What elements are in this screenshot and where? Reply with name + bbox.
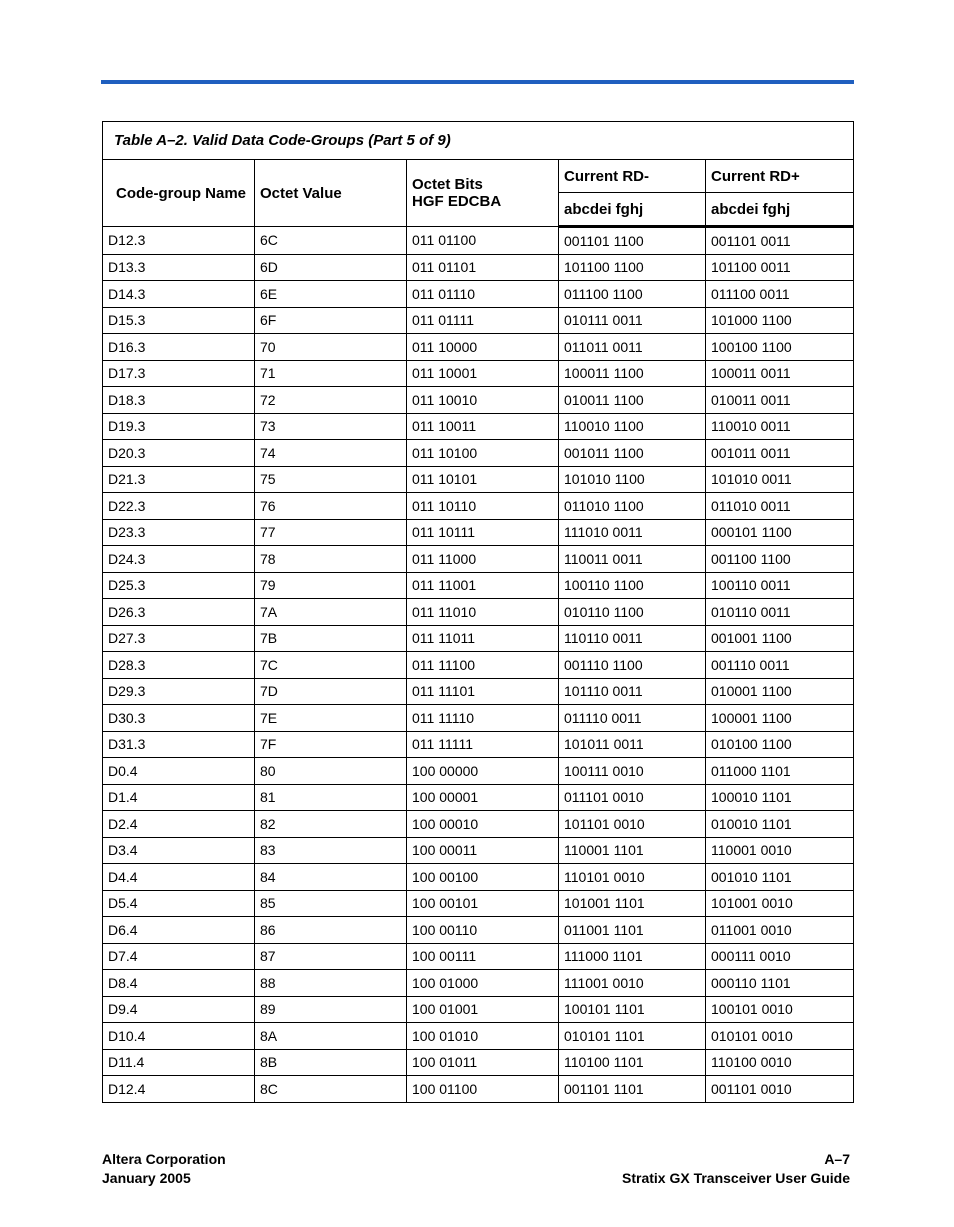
table-body: [103, 227, 854, 1103]
cell-code-group-name: D8.4: [103, 970, 255, 997]
cell-rd-minus: 110110 0011: [559, 625, 706, 652]
table-row: [103, 413, 854, 440]
cell-code-group-name: D2.4: [103, 811, 255, 838]
table-row: [103, 227, 854, 255]
cell-rd-plus: 001110 0011: [706, 652, 854, 679]
cell-rd-plus: 010010 1101: [706, 811, 854, 838]
cell-rd-minus: 010110 1100: [559, 599, 706, 626]
cell-octet-bits: 011 01101: [407, 254, 559, 281]
cell-code-group-name: D23.3: [103, 519, 255, 546]
cell-octet-bits: 011 10001: [407, 360, 559, 387]
cell-rd-minus: 110010 1100: [559, 413, 706, 440]
cell-octet-bits: 100 00110: [407, 917, 559, 944]
table-row: [103, 599, 854, 626]
cell-code-group-name: D11.4: [103, 1049, 255, 1076]
cell-code-group-name: D25.3: [103, 572, 255, 599]
table-row: [103, 1076, 854, 1103]
cell-rd-minus: 110011 0011: [559, 546, 706, 573]
cell-code-group-name: D5.4: [103, 890, 255, 917]
cell-rd-plus: 001011 0011: [706, 440, 854, 467]
table-row: [103, 307, 854, 334]
cell-rd-plus: 011001 0010: [706, 917, 854, 944]
table-row: [103, 1023, 854, 1050]
cell-rd-plus: 001101 0011: [706, 227, 854, 255]
cell-code-group-name: D9.4: [103, 996, 255, 1023]
cell-rd-minus: 101110 0011: [559, 678, 706, 705]
cell-rd-minus: 101100 1100: [559, 254, 706, 281]
cell-code-group-name: D1.4: [103, 784, 255, 811]
cell-rd-minus: 001101 1101: [559, 1076, 706, 1103]
cell-octet-bits: 100 01011: [407, 1049, 559, 1076]
cell-octet-bits: 011 01100: [407, 227, 559, 255]
cell-octet-value: 82: [255, 811, 407, 838]
cell-octet-value: 89: [255, 996, 407, 1023]
cell-rd-minus: 010011 1100: [559, 387, 706, 414]
footer-right: [622, 1150, 850, 1188]
cell-rd-plus: 100100 1100: [706, 334, 854, 361]
table-row: [103, 1049, 854, 1076]
cell-octet-value: 8A: [255, 1023, 407, 1050]
cell-rd-plus: 010001 1100: [706, 678, 854, 705]
table-caption: Table A–2. Valid Data Code-Groups (Part 5 of 9): [103, 122, 854, 160]
cell-octet-bits: 011 11001: [407, 572, 559, 599]
cell-rd-minus: 101001 1101: [559, 890, 706, 917]
cell-rd-minus: 110100 1101: [559, 1049, 706, 1076]
table-row: [103, 731, 854, 758]
cell-octet-value: 7B: [255, 625, 407, 652]
cell-code-group-name: D12.3: [103, 227, 255, 255]
cell-rd-minus: 001011 1100: [559, 440, 706, 467]
cell-rd-minus: 100011 1100: [559, 360, 706, 387]
header-octet-bits: [407, 160, 559, 227]
cell-octet-bits: 100 00010: [407, 811, 559, 838]
cell-octet-value: 77: [255, 519, 407, 546]
cell-octet-value: 84: [255, 864, 407, 891]
cell-rd-plus: 101001 0010: [706, 890, 854, 917]
header-octet-bits-line2: HGF EDCBA: [412, 193, 502, 210]
header-current-rd-minus: Current RD-: [559, 160, 706, 193]
cell-octet-bits: 100 00101: [407, 890, 559, 917]
cell-rd-plus: 101000 1100: [706, 307, 854, 334]
cell-rd-plus: 000110 1101: [706, 970, 854, 997]
cell-octet-bits: 100 00000: [407, 758, 559, 785]
cell-octet-value: 6D: [255, 254, 407, 281]
cell-rd-minus: 011001 1101: [559, 917, 706, 944]
cell-octet-bits: 100 01100: [407, 1076, 559, 1103]
cell-code-group-name: D10.4: [103, 1023, 255, 1050]
cell-code-group-name: D4.4: [103, 864, 255, 891]
cell-rd-minus: 011100 1100: [559, 281, 706, 308]
table-row: [103, 254, 854, 281]
table-row: [103, 360, 854, 387]
cell-octet-value: 8B: [255, 1049, 407, 1076]
cell-code-group-name: D16.3: [103, 334, 255, 361]
cell-rd-minus: 101010 1100: [559, 466, 706, 493]
cell-rd-minus: 011101 0010: [559, 784, 706, 811]
cell-octet-value: 85: [255, 890, 407, 917]
cell-rd-plus: 011010 0011: [706, 493, 854, 520]
cell-code-group-name: D30.3: [103, 705, 255, 732]
cell-octet-bits: 100 00011: [407, 837, 559, 864]
table-row: [103, 784, 854, 811]
cell-code-group-name: D6.4: [103, 917, 255, 944]
cell-octet-bits: 100 00100: [407, 864, 559, 891]
table-row: [103, 758, 854, 785]
cell-octet-bits: 100 01010: [407, 1023, 559, 1050]
cell-code-group-name: D7.4: [103, 943, 255, 970]
cell-octet-bits: 011 10100: [407, 440, 559, 467]
cell-octet-value: 86: [255, 917, 407, 944]
cell-octet-value: 76: [255, 493, 407, 520]
header-octet-value: Octet Value: [255, 160, 407, 227]
cell-octet-value: 80: [255, 758, 407, 785]
cell-code-group-name: D27.3: [103, 625, 255, 652]
cell-rd-minus: 011110 0011: [559, 705, 706, 732]
cell-rd-plus: 010100 1100: [706, 731, 854, 758]
cell-octet-bits: 011 11100: [407, 652, 559, 679]
table-row: [103, 334, 854, 361]
cell-octet-bits: 011 11101: [407, 678, 559, 705]
cell-octet-value: 7A: [255, 599, 407, 626]
cell-octet-bits: 011 10111: [407, 519, 559, 546]
cell-octet-bits: 011 11010: [407, 599, 559, 626]
footer-guide-title: Stratix GX Transceiver User Guide: [622, 1170, 850, 1186]
cell-rd-plus: 101100 0011: [706, 254, 854, 281]
cell-rd-plus: 011000 1101: [706, 758, 854, 785]
cell-code-group-name: D13.3: [103, 254, 255, 281]
cell-rd-minus: 110001 1101: [559, 837, 706, 864]
cell-octet-value: 78: [255, 546, 407, 573]
footer-left: [102, 1150, 226, 1188]
table-row: [103, 519, 854, 546]
cell-code-group-name: D20.3: [103, 440, 255, 467]
cell-octet-value: 7C: [255, 652, 407, 679]
cell-rd-plus: 000111 0010: [706, 943, 854, 970]
cell-rd-plus: 011100 0011: [706, 281, 854, 308]
cell-octet-value: 74: [255, 440, 407, 467]
table-row: [103, 625, 854, 652]
cell-rd-minus: 100111 0010: [559, 758, 706, 785]
cell-rd-plus: 001010 1101: [706, 864, 854, 891]
cell-octet-value: 73: [255, 413, 407, 440]
cell-rd-minus: 010111 0011: [559, 307, 706, 334]
cell-octet-bits: 011 01111: [407, 307, 559, 334]
cell-code-group-name: D12.4: [103, 1076, 255, 1103]
cell-rd-minus: 110101 0010: [559, 864, 706, 891]
table-row: [103, 493, 854, 520]
cell-octet-value: 88: [255, 970, 407, 997]
cell-octet-value: 87: [255, 943, 407, 970]
cell-octet-bits: 011 01110: [407, 281, 559, 308]
cell-code-group-name: D3.4: [103, 837, 255, 864]
header-code-group-name: Code-group Name: [103, 160, 255, 227]
cell-octet-bits: 011 10011: [407, 413, 559, 440]
cell-code-group-name: D24.3: [103, 546, 255, 573]
cell-rd-plus: 010110 0011: [706, 599, 854, 626]
cell-rd-plus: 001101 0010: [706, 1076, 854, 1103]
subheader-rd-plus: abcdei fghj: [706, 193, 854, 227]
footer-company: Altera Corporation: [102, 1151, 226, 1167]
table-row: [103, 864, 854, 891]
cell-octet-value: 6F: [255, 307, 407, 334]
cell-rd-plus: 110001 0010: [706, 837, 854, 864]
top-rule: [101, 80, 854, 84]
table-row: [103, 678, 854, 705]
table-row: [103, 652, 854, 679]
cell-rd-minus: 111000 1101: [559, 943, 706, 970]
table-row: [103, 572, 854, 599]
cell-octet-value: 72: [255, 387, 407, 414]
table-row: [103, 811, 854, 838]
cell-octet-bits: 011 11110: [407, 705, 559, 732]
cell-octet-value: 8C: [255, 1076, 407, 1103]
cell-octet-value: 75: [255, 466, 407, 493]
cell-octet-value: 70: [255, 334, 407, 361]
cell-code-group-name: D14.3: [103, 281, 255, 308]
cell-rd-minus: 100101 1101: [559, 996, 706, 1023]
cell-rd-minus: 010101 1101: [559, 1023, 706, 1050]
cell-octet-bits: 011 11011: [407, 625, 559, 652]
cell-rd-minus: 101101 0010: [559, 811, 706, 838]
cell-rd-minus: 111001 0010: [559, 970, 706, 997]
header-octet-bits-line1: Octet Bits: [412, 176, 483, 193]
cell-octet-value: 7E: [255, 705, 407, 732]
cell-octet-value: 83: [255, 837, 407, 864]
cell-rd-minus: 011010 1100: [559, 493, 706, 520]
cell-octet-bits: 011 10110: [407, 493, 559, 520]
cell-rd-plus: 110100 0010: [706, 1049, 854, 1076]
header-current-rd-plus: Current RD+: [706, 160, 854, 193]
cell-rd-plus: 100010 1101: [706, 784, 854, 811]
table-row: [103, 705, 854, 732]
cell-rd-plus: 100101 0010: [706, 996, 854, 1023]
cell-octet-value: 7F: [255, 731, 407, 758]
table-row: [103, 546, 854, 573]
cell-code-group-name: D15.3: [103, 307, 255, 334]
footer-page-number: A–7: [824, 1151, 850, 1167]
cell-code-group-name: D0.4: [103, 758, 255, 785]
cell-rd-plus: 000101 1100: [706, 519, 854, 546]
cell-rd-plus: 001001 1100: [706, 625, 854, 652]
cell-rd-minus: 111010 0011: [559, 519, 706, 546]
cell-rd-plus: 100011 0011: [706, 360, 854, 387]
cell-octet-bits: 100 01000: [407, 970, 559, 997]
table-row: [103, 890, 854, 917]
cell-code-group-name: D21.3: [103, 466, 255, 493]
cell-octet-bits: 100 00111: [407, 943, 559, 970]
cell-code-group-name: D29.3: [103, 678, 255, 705]
cell-code-group-name: D18.3: [103, 387, 255, 414]
cell-rd-plus: 100110 0011: [706, 572, 854, 599]
cell-rd-minus: 101011 0011: [559, 731, 706, 758]
cell-rd-plus: 010101 0010: [706, 1023, 854, 1050]
cell-octet-value: 7D: [255, 678, 407, 705]
cell-octet-value: 6C: [255, 227, 407, 255]
cell-octet-bits: 011 10101: [407, 466, 559, 493]
table-row: [103, 943, 854, 970]
cell-octet-bits: 011 10000: [407, 334, 559, 361]
cell-rd-plus: 101010 0011: [706, 466, 854, 493]
table-row: [103, 917, 854, 944]
cell-rd-plus: 001100 1100: [706, 546, 854, 573]
cell-octet-value: 79: [255, 572, 407, 599]
table-row: [103, 387, 854, 414]
cell-code-group-name: D31.3: [103, 731, 255, 758]
subheader-rd-minus: abcdei fghj: [559, 193, 706, 227]
cell-octet-bits: 100 01001: [407, 996, 559, 1023]
table-row: [103, 281, 854, 308]
cell-octet-bits: 011 11111: [407, 731, 559, 758]
table-row: [103, 466, 854, 493]
cell-octet-value: 6E: [255, 281, 407, 308]
cell-octet-value: 81: [255, 784, 407, 811]
cell-rd-minus: 011011 0011: [559, 334, 706, 361]
cell-code-group-name: D19.3: [103, 413, 255, 440]
cell-octet-bits: 100 00001: [407, 784, 559, 811]
cell-code-group-name: D22.3: [103, 493, 255, 520]
cell-rd-plus: 010011 0011: [706, 387, 854, 414]
cell-rd-plus: 100001 1100: [706, 705, 854, 732]
cell-code-group-name: D26.3: [103, 599, 255, 626]
cell-code-group-name: D17.3: [103, 360, 255, 387]
table-row: [103, 970, 854, 997]
cell-octet-bits: 011 10010: [407, 387, 559, 414]
footer-date: January 2005: [102, 1170, 191, 1186]
code-group-table: [102, 121, 854, 1103]
cell-rd-plus: 110010 0011: [706, 413, 854, 440]
cell-octet-bits: 011 11000: [407, 546, 559, 573]
table-row: [103, 996, 854, 1023]
cell-rd-minus: 001110 1100: [559, 652, 706, 679]
cell-rd-minus: 100110 1100: [559, 572, 706, 599]
cell-octet-value: 71: [255, 360, 407, 387]
table-row: [103, 440, 854, 467]
cell-rd-minus: 001101 1100: [559, 227, 706, 255]
table-row: [103, 837, 854, 864]
cell-code-group-name: D28.3: [103, 652, 255, 679]
